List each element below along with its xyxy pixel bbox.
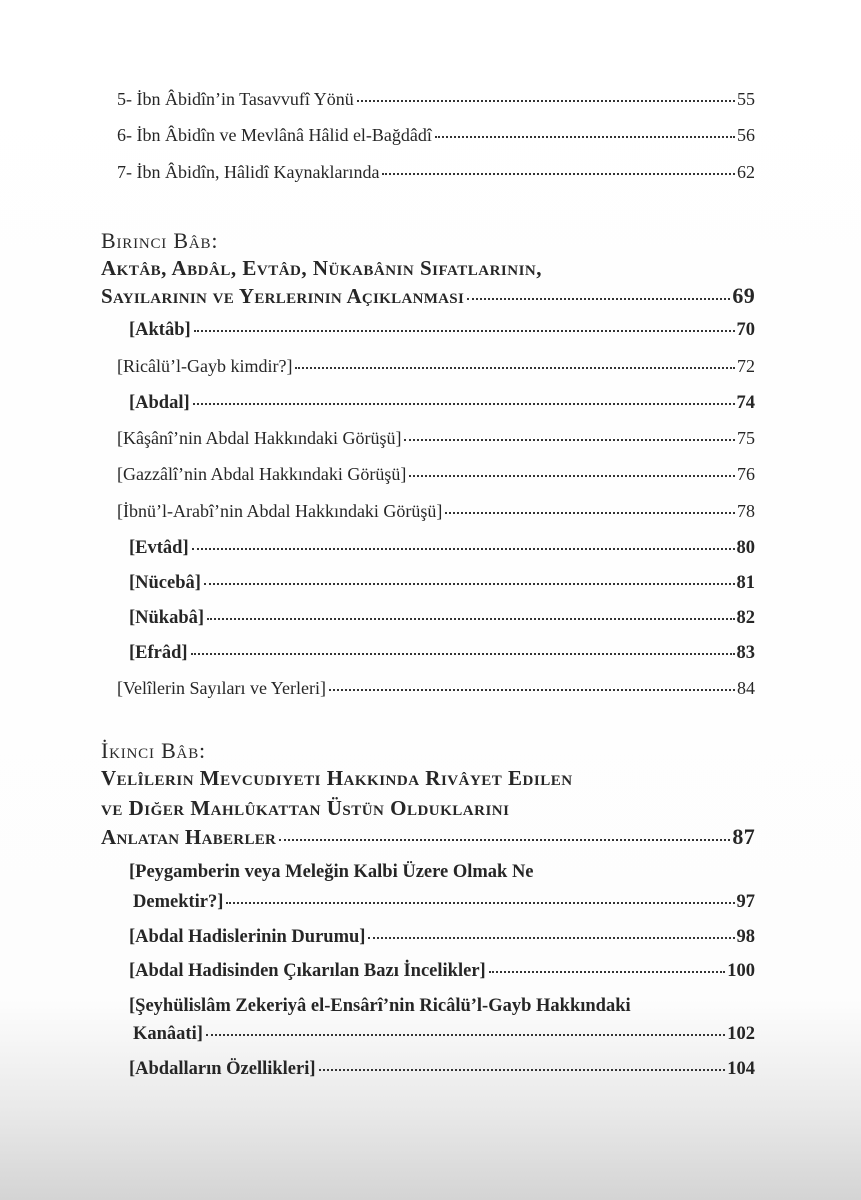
chapter-title-line: Aktâb, Abdâl, Evtâd, Nükabânın Sıfatlarının, <box>101 256 543 280</box>
toc-entry-page: 74 <box>736 393 755 413</box>
toc-entry-label: [Abdal Hadislerinin Durumu] <box>129 927 366 947</box>
dot-leader <box>382 172 735 175</box>
toc-entry-page: 83 <box>736 643 755 663</box>
toc-entry[interactable] <box>129 927 755 948</box>
toc-entry-label: [Kâşânî’nin Abdal Hakkındaki Görüşü] <box>117 428 402 448</box>
toc-entry[interactable] <box>117 89 755 110</box>
toc-entry-label: [Abdalların Özellikleri] <box>129 1059 316 1079</box>
toc-entry[interactable] <box>117 162 755 183</box>
toc-entry-label: [Nükabâ] <box>129 608 205 628</box>
dot-leader <box>467 297 730 300</box>
toc-entry[interactable] <box>129 961 755 982</box>
dot-leader <box>192 547 735 550</box>
dot-leader <box>226 901 734 904</box>
chapter-title-line: Velîlerin Mevcudiyeti Hakkında Rivâyet Edilen <box>101 766 573 790</box>
toc-entry[interactable] <box>129 643 755 664</box>
toc-entry[interactable] <box>117 125 755 146</box>
toc-entry-page: 98 <box>736 927 755 947</box>
toc-entry-page: 70 <box>736 320 755 340</box>
toc-entry-page: 78 <box>737 501 755 521</box>
chapter-title-entry[interactable] <box>101 283 755 309</box>
toc-entry-page: 84 <box>737 678 755 698</box>
toc-entry-label-line1: [Şeyhülislâm Zekeriyâ el-Ensârî’nin Ricâlü’l-Gayb Hakkındaki <box>129 996 631 1016</box>
toc-entry-label: [Abdal Hadisinden Çıkarılan Bazı İncelikler] <box>129 961 486 981</box>
dot-leader <box>357 99 735 102</box>
toc-entry-label: [Ricâlü’l-Gayb kimdir?] <box>117 356 293 376</box>
dot-leader <box>329 688 735 691</box>
toc-entry-label: Kanâati] <box>133 1024 203 1044</box>
chapter-title-entry[interactable] <box>101 824 755 850</box>
toc-entry-label: 5- İbn Âbidîn’in Tasavvufî Yönü <box>117 89 354 109</box>
toc-entry[interactable] <box>133 892 755 913</box>
toc-entry-label: Demektir?] <box>133 892 224 912</box>
toc-entry-label: [İbnü’l-Arabî’nin Abdal Hakkındaki Görüşü] <box>117 501 443 521</box>
toc-entry[interactable] <box>117 678 755 699</box>
toc-entry-page: 100 <box>727 961 755 981</box>
toc-entry-page: 76 <box>737 464 755 484</box>
chapter-label: Birinci Bâb: <box>101 228 219 253</box>
dot-leader <box>445 511 735 514</box>
toc-entry-page: 82 <box>736 608 755 628</box>
toc-entry-label: 7- İbn Âbidîn, Hâlidî Kaynaklarında <box>117 162 380 182</box>
chapter-title-line: Sayılarının ve Yerlerinin Açıklanması <box>101 284 465 308</box>
chapter-title-line: Anlatan Haberler <box>101 825 277 849</box>
toc-entry-label: [Evtâd] <box>129 538 189 558</box>
chapter-page: 69 <box>732 283 755 308</box>
toc-entry[interactable] <box>133 1024 755 1045</box>
toc-entry-label-line1: [Peygamberin veya Meleğin Kalbi Üzere Olmak Ne <box>129 862 534 882</box>
dot-leader <box>193 402 735 405</box>
dot-leader <box>194 329 735 332</box>
toc-entry[interactable] <box>117 501 755 522</box>
toc-entry-label: [Velîlerin Sayıları ve Yerleri] <box>117 678 326 698</box>
toc-entry[interactable] <box>117 464 755 485</box>
dot-leader <box>368 936 734 939</box>
toc-entry-page: 81 <box>736 573 755 593</box>
dot-leader <box>207 617 734 620</box>
toc-entry-label: [Efrâd] <box>129 643 188 663</box>
toc-entry[interactable] <box>117 356 755 377</box>
dot-leader <box>319 1068 726 1071</box>
toc-entry-label: [Gazzâlî’nin Abdal Hakkındaki Görüşü] <box>117 464 407 484</box>
dot-leader <box>295 366 735 369</box>
dot-leader <box>206 1033 725 1036</box>
dot-leader <box>204 582 735 585</box>
toc-entry[interactable] <box>129 538 755 559</box>
toc-entry[interactable] <box>117 428 755 449</box>
toc-entry-label: [Aktâb] <box>129 320 191 340</box>
dot-leader <box>404 438 735 441</box>
toc-entry[interactable] <box>129 573 755 594</box>
dot-leader <box>191 652 735 655</box>
chapter-page: 87 <box>732 824 755 849</box>
toc-entry-page: 72 <box>737 356 755 376</box>
toc-entry-label: [Nücebâ] <box>129 573 201 593</box>
toc-entry[interactable] <box>129 393 755 414</box>
dot-leader <box>279 838 730 841</box>
dot-leader <box>435 135 735 138</box>
toc-entry[interactable] <box>129 608 755 629</box>
toc-entry-page: 62 <box>737 162 755 182</box>
toc-entry-page: 97 <box>736 892 755 912</box>
toc-entry-page: 102 <box>727 1024 755 1044</box>
toc-entry[interactable] <box>129 1059 755 1080</box>
toc-entry-label: [Abdal] <box>129 393 190 413</box>
dot-leader <box>489 970 726 973</box>
toc-entry[interactable] <box>129 320 755 341</box>
toc-entry-page: 55 <box>737 89 755 109</box>
toc-entry-page: 104 <box>727 1059 755 1079</box>
chapter-label: İkinci Bâb: <box>101 738 206 763</box>
toc-entry-page: 80 <box>736 538 755 558</box>
chapter-title-line: ve Diğer Mahlûkattan Üstün Olduklarını <box>101 796 510 820</box>
dot-leader <box>409 474 735 477</box>
toc-entry-label: 6- İbn Âbidîn ve Mevlânâ Hâlid el-Bağdâdî <box>117 125 432 145</box>
toc-entry-page: 75 <box>737 428 755 448</box>
toc-entry-page: 56 <box>737 125 755 145</box>
